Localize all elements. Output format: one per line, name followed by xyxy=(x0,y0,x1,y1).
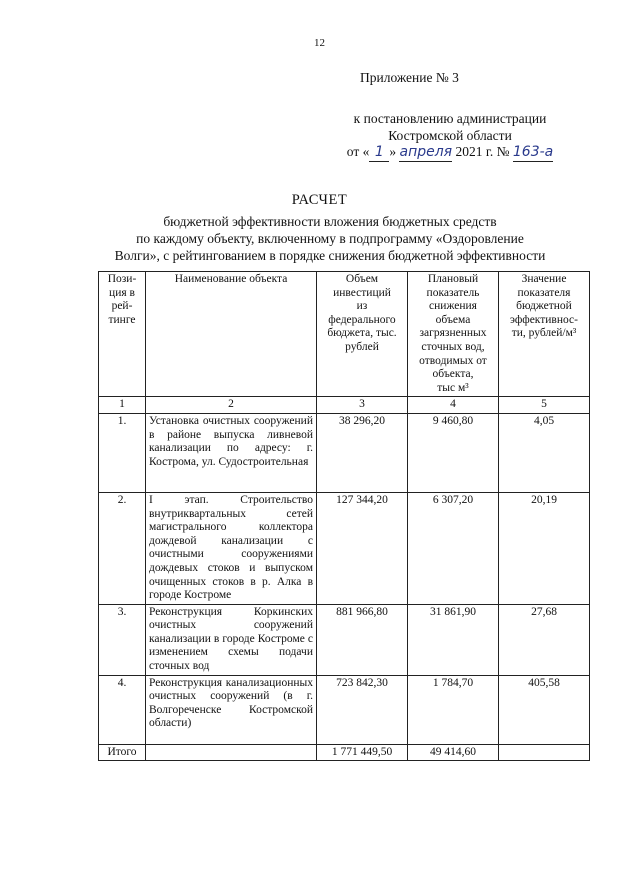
row-investment: 127 344,20 xyxy=(317,492,408,604)
row-reduction: 9 460,80 xyxy=(408,413,499,492)
document-subtitle-line1: бюджетной эффективности вложения бюджетных средств xyxy=(163,214,497,229)
header-efficiency: Значение показателя бюджетной эффективнос- ти, рублей/м³ xyxy=(499,272,590,397)
appendix-date-line xyxy=(300,143,600,162)
row-position: 2. xyxy=(99,492,146,604)
date-mid: » xyxy=(389,144,400,159)
table-row xyxy=(99,675,590,744)
row-position: 4. xyxy=(99,675,146,744)
appendix-ref-line1: к постановлению администрации xyxy=(353,111,547,126)
row-reduction: 6 307,20 xyxy=(408,492,499,604)
document-title: РАСЧЕТ xyxy=(291,192,348,208)
date-year: 2021 г. № xyxy=(452,144,513,159)
header-investment: Объем инвестиций из федерального бюджета, тыс. рублей xyxy=(317,272,408,397)
total-investment: 1 771 449,50 xyxy=(317,744,408,761)
row-object-name: Реконструкция канализационных очистных сооружений (в г. Волгореченске Костромской области) xyxy=(146,675,317,744)
row-position: 1. xyxy=(99,413,146,492)
header-reduction: Плановый показатель снижения объема загрязненных сточных вод, отводимых от объекта, тыс м³ xyxy=(408,272,499,397)
doc-number: 163-а xyxy=(512,144,554,160)
table-row xyxy=(99,492,590,604)
row-investment: 723 842,30 xyxy=(317,675,408,744)
row-reduction: 1 784,70 xyxy=(408,675,499,744)
date-day: 1 xyxy=(369,144,389,162)
header-object-name: Наименование объекта xyxy=(146,272,317,397)
total-label: Итого xyxy=(99,744,146,761)
column-number-row xyxy=(99,397,590,414)
appendix-title: Приложение № 3 xyxy=(360,70,459,85)
column-number: 3 xyxy=(317,397,408,414)
column-number: 5 xyxy=(499,397,590,414)
row-efficiency: 405,58 xyxy=(499,675,590,744)
table-row xyxy=(99,413,590,492)
row-investment: 881 966,80 xyxy=(317,604,408,675)
row-position: 3. xyxy=(99,604,146,675)
document-subtitle-line2: по каждому объекту, включенному в подпрограмму «Оздоровление xyxy=(136,231,524,246)
table-header-row xyxy=(99,272,590,397)
total-empty-cell xyxy=(499,744,590,761)
row-reduction: 31 861,90 xyxy=(408,604,499,675)
column-number: 1 xyxy=(99,397,146,414)
row-object-name: I этап. Строительство внутриквартальных сетей магистрального коллектора дождевой канализации с очистными сооружениями дождевых стоков и выпуском очищенных стоков в р. Алка в городе Костроме xyxy=(146,492,317,604)
date-month: апреля xyxy=(399,144,453,160)
column-number: 2 xyxy=(146,397,317,414)
row-investment: 38 296,20 xyxy=(317,413,408,492)
total-reduction: 49 414,60 xyxy=(408,744,499,761)
efficiency-table xyxy=(98,271,590,761)
table-row xyxy=(99,604,590,675)
row-efficiency: 20,19 xyxy=(499,492,590,604)
document-subtitle-line3: Волги», с рейтингованием в порядке снижения бюджетной эффективности xyxy=(114,248,546,263)
header-position: Пози- ция в рей- тинге xyxy=(99,272,146,397)
row-efficiency: 4,05 xyxy=(499,413,590,492)
total-empty-cell xyxy=(146,744,317,761)
date-prefix: от « xyxy=(346,144,370,159)
row-efficiency: 27,68 xyxy=(499,604,590,675)
row-object-name: Установка очистных сооружений в районе выпуска ливневой канализации по адресу: г. Кострома, ул. Судостроительная xyxy=(146,413,317,492)
appendix-ref-line2: Костромской области xyxy=(388,128,512,143)
page-number: 12 xyxy=(314,37,325,49)
row-object-name: Реконструкция Коркинских очистных сооружений канализации в городе Костроме с изменением схемы подачи сточных вод xyxy=(146,604,317,675)
total-row xyxy=(99,744,590,761)
column-number: 4 xyxy=(408,397,499,414)
